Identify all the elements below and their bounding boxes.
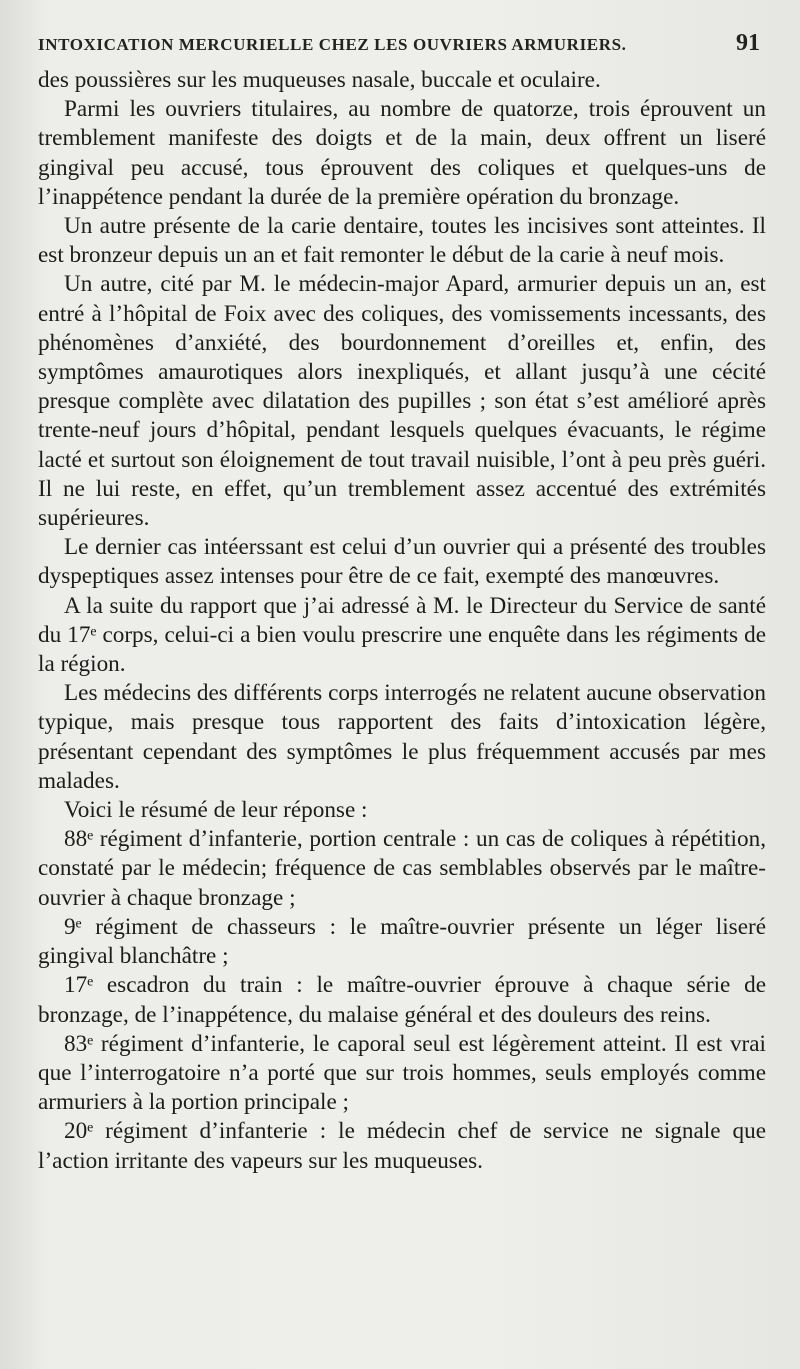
- paragraph: Voici le résumé de leur réponse :: [64, 797, 368, 824]
- list-item: 9ᵉ régiment de chasseurs : le maître-ouvrier présente un léger liseré gingival blanchâtre ;: [38, 913, 766, 970]
- paragraph: Les médecins des différents corps interrogés ne relatent aucune observation typique, mais presque tous rapportent des faits d’intoxication légère, présentant cependant des symptômes le plus fréquemment accusés par mes malades.: [38, 680, 766, 794]
- list-item: 83ᵉ régiment d’infanterie, le caporal seul est légèrement atteint. Il est vrai que l’interrogatoire n’a porté que sur trois hommes, seuls employés comme armuriers à la portion principale ;: [38, 1030, 766, 1116]
- paragraph: des poussières sur les muqueuses nasale, buccale et oculaire.: [38, 67, 601, 93]
- paragraph: Parmi les ouvriers titulaires, au nombre de quatorze, trois éprouvent un tremblement manifeste des doigts et de la main, deux offrent un liseré gingival peu accusé, tous éprouvent des coliques et quelques-uns de l’inappétence pendant la durée de la première opération du bronzage.: [38, 96, 766, 210]
- body-text: [38, 66, 766, 1176]
- running-header: [38, 30, 766, 66]
- list-item: 17ᵉ escadron du train : le maître-ouvrier éprouve à chaque série de bronzage, de l’inappétence, du malaise général et des douleurs des reins.: [38, 972, 766, 1028]
- running-title: INTOXICATION MERCURIELLE CHEZ LES OUVRIERS ARMURIERS.: [38, 35, 627, 54]
- paragraph: Un autre présente de la carie dentaire, toutes les incisives sont atteintes. Il est bronzeur depuis un an et fait remonter le début de la carie à neuf mois.: [38, 213, 766, 269]
- paragraph: Un autre, cité par M. le médecin-major Apard, armurier depuis un an, est entré à l’hôpital de Foix avec des coliques, des vomissements incessants, des phénomènes d’anxiété, des bourdonnement d’oreilles et, enfin, des symptômes amaurotiques alors inexpliqués, et allant jusqu’à une cécité presque complète avec dilatation des pupilles ; son état s’est amélioré après trente-neuf jours d’hôpital, pendant lesquels quelques évacuants, le régime lacté et surtout son éloignement de tout travail nuisible, l’ont à peu près guéri. Il ne lui reste, en effet, qu’un tremblement assez accentué des extrémités supérieures.: [38, 271, 766, 532]
- paragraph: Le dernier cas intéerssant est celui d’un ouvrier qui a présenté des troubles dyspeptiques assez intenses pour être de ce fait, exempté des manœuvres.: [38, 534, 766, 590]
- list-item: 20ᵉ régiment d’infanterie : le médecin chef de service ne signale que l’action irritante des vapeurs sur les muqueuses.: [38, 1118, 766, 1174]
- paragraph: A la suite du rapport que j’ai adressé à M. le Directeur du Service de santé du 17ᵉ corps, celui-ci a bien voulu prescrire une enquête dans les régiments de la région.: [38, 592, 766, 678]
- list-item: 88ᵉ régiment d’infanterie, portion centrale : un cas de coliques à répétition, constaté par le médecin; fréquence de cas semblables observés par le maître-ouvrier à chaque bronzage ;: [38, 826, 766, 911]
- page-number: 91: [736, 30, 760, 56]
